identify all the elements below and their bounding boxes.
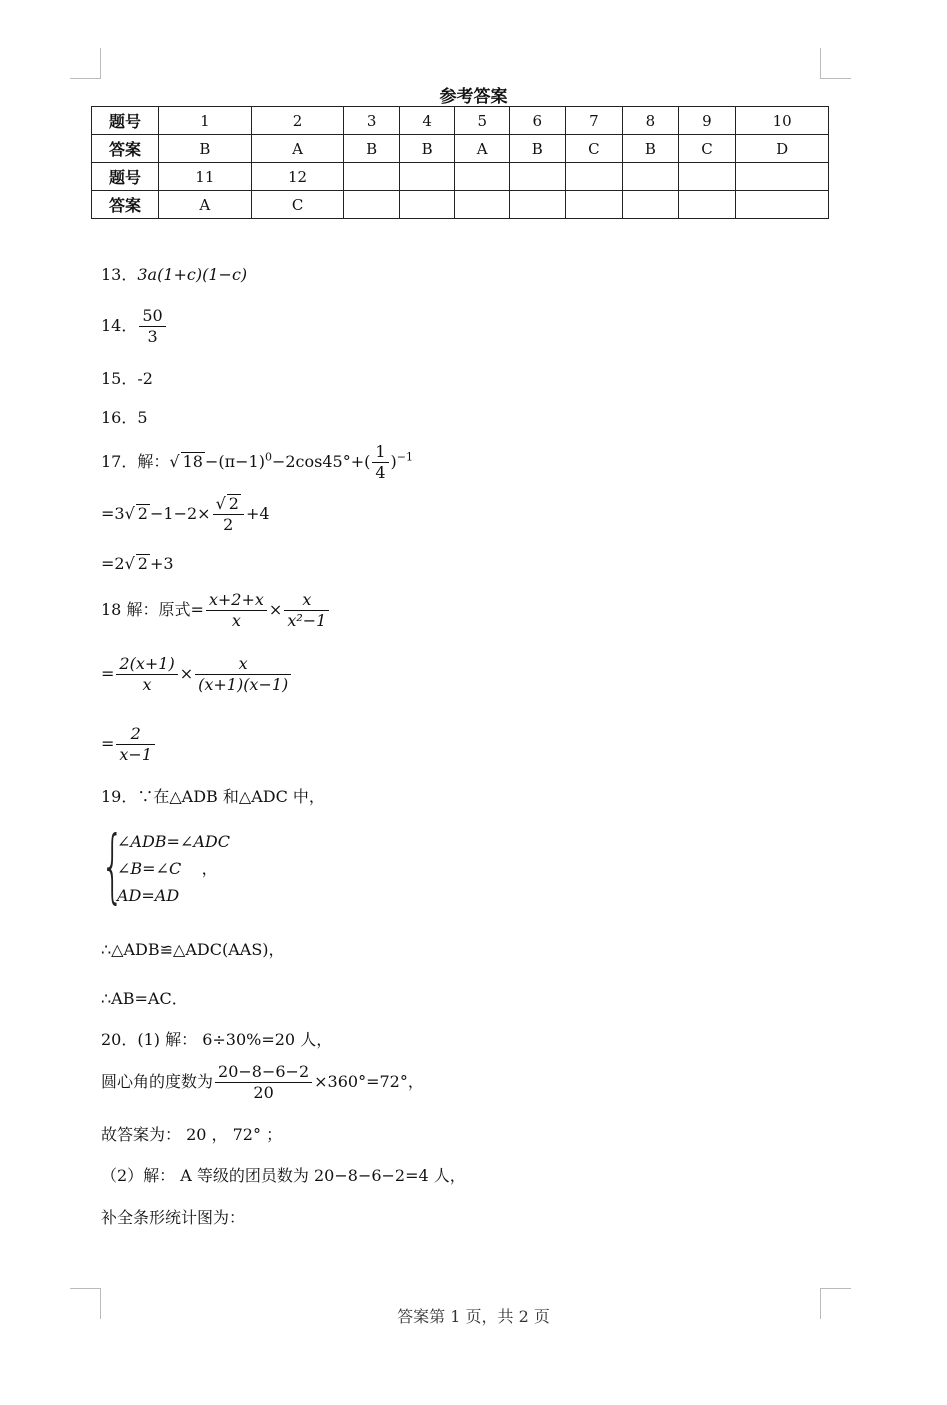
table-cell: B bbox=[399, 135, 455, 163]
table-cell bbox=[455, 163, 510, 191]
table-cell: 5 bbox=[455, 107, 510, 135]
table-cell bbox=[344, 191, 400, 219]
table-cell: 8 bbox=[623, 107, 679, 135]
system-line-3: AD=AD bbox=[117, 886, 180, 905]
answer-19-line-1: 19．∵在△ADB 和△ADC 中， bbox=[101, 787, 325, 806]
answer-19-line-3: ∴AB=AC． bbox=[101, 989, 188, 1008]
table-cell bbox=[678, 191, 736, 219]
page-title: 参考答案 bbox=[439, 87, 508, 107]
page-footer: 答案第 1 页，共 2 页 bbox=[397, 1307, 550, 1326]
table-cell: A bbox=[251, 135, 344, 163]
table-cell bbox=[399, 163, 455, 191]
table-cell: D bbox=[736, 135, 829, 163]
table-row bbox=[92, 163, 829, 191]
table-cell: C bbox=[251, 191, 344, 219]
table-cell: 4 bbox=[399, 107, 455, 135]
table-header-cell: 答案 bbox=[92, 191, 159, 219]
answer-13: 13．3a(1+c)(1−c) bbox=[101, 265, 248, 284]
answer-18-line-3: = $\frac{2}{x-1}$ bbox=[101, 724, 157, 765]
table-header-cell: 题号 bbox=[92, 107, 159, 135]
answer-20-line-5: 补全条形统计图为： bbox=[101, 1208, 246, 1227]
table-cell bbox=[565, 191, 623, 219]
table-cell: C bbox=[678, 135, 736, 163]
answer-table bbox=[91, 106, 829, 219]
table-cell: 12 bbox=[251, 163, 344, 191]
table-cell bbox=[399, 191, 455, 219]
answer-20-line-2: 圆心角的度数为 $\frac{20-8-6-2}{20}$ ×360°=72°， bbox=[101, 1062, 424, 1102]
table-cell bbox=[455, 191, 510, 219]
table-cell: 10 bbox=[736, 107, 829, 135]
table-cell bbox=[623, 163, 679, 191]
table-cell bbox=[344, 163, 400, 191]
table-cell bbox=[736, 191, 829, 219]
table-cell: B bbox=[344, 135, 400, 163]
system-line-1: ∠ADB=∠ADC bbox=[117, 832, 230, 851]
answer-15: 15．-2 bbox=[101, 369, 153, 388]
system-line-2: ∠B=∠C ， bbox=[117, 859, 218, 878]
answer-20-line-4: （2）解： A 等级的团员数为 20−8−6−2=4 人， bbox=[101, 1166, 466, 1185]
table-row bbox=[92, 107, 829, 135]
table-cell: C bbox=[565, 135, 623, 163]
answer-17-line-3: =2√ 2 +3 bbox=[101, 554, 174, 573]
answer-20-line-3: 故答案为： 20 ， 72° ； bbox=[101, 1125, 283, 1144]
answer-20-line-1: 20．(1) 解： 6÷30%=20 人， bbox=[101, 1030, 333, 1049]
table-cell bbox=[565, 163, 623, 191]
table-row bbox=[92, 135, 829, 163]
answer-14: 14． $\frac{50}{3}$ bbox=[101, 306, 168, 347]
table-cell: 11 bbox=[159, 163, 252, 191]
answer-18-line-1: 18 解：原式= $\frac{x+2+x}{x}$ × $\frac{x}{\text{x²−1}}$ bbox=[101, 590, 331, 631]
table-cell: 6 bbox=[510, 107, 566, 135]
brace-icon: { bbox=[101, 819, 124, 912]
table-header-cell: 题号 bbox=[92, 163, 159, 191]
table-cell: B bbox=[159, 135, 252, 163]
table-cell bbox=[623, 191, 679, 219]
corner-mark-top-left bbox=[70, 48, 101, 79]
table-cell bbox=[678, 163, 736, 191]
answer-19-line-2: ∴△ADB≌△ADC(AAS)， bbox=[101, 940, 285, 959]
table-cell: 2 bbox=[251, 107, 344, 135]
table-cell: B bbox=[510, 135, 566, 163]
corner-mark-top-right bbox=[820, 48, 851, 79]
answer-18-line-2: = $\frac{2(x+1)}{x}$ × $\frac{x}{(x+1)(x-1)}$ bbox=[101, 654, 293, 695]
table-cell bbox=[510, 163, 566, 191]
answer-16: 16．5 bbox=[101, 408, 148, 427]
table-cell: 3 bbox=[344, 107, 400, 135]
table-cell: A bbox=[455, 135, 510, 163]
answer-17-line-1: 17．解：√ $18 -(\pi-1)^0-2\cos 45^\circ+$( $\frac{1}{4}$ )$^{-1}$ bbox=[101, 442, 413, 482]
table-cell: B bbox=[623, 135, 679, 163]
table-row bbox=[92, 191, 829, 219]
table-cell bbox=[510, 191, 566, 219]
table-cell: 9 bbox=[678, 107, 736, 135]
table-cell bbox=[736, 163, 829, 191]
table-cell: A bbox=[159, 191, 252, 219]
answer-17-line-2: =3√ 2 −1−2× $\frac{√ 2}{2}$ +4 bbox=[101, 494, 270, 534]
table-cell: 1 bbox=[159, 107, 252, 135]
table-header-cell: 答案 bbox=[92, 135, 159, 163]
table-cell: 7 bbox=[565, 107, 623, 135]
